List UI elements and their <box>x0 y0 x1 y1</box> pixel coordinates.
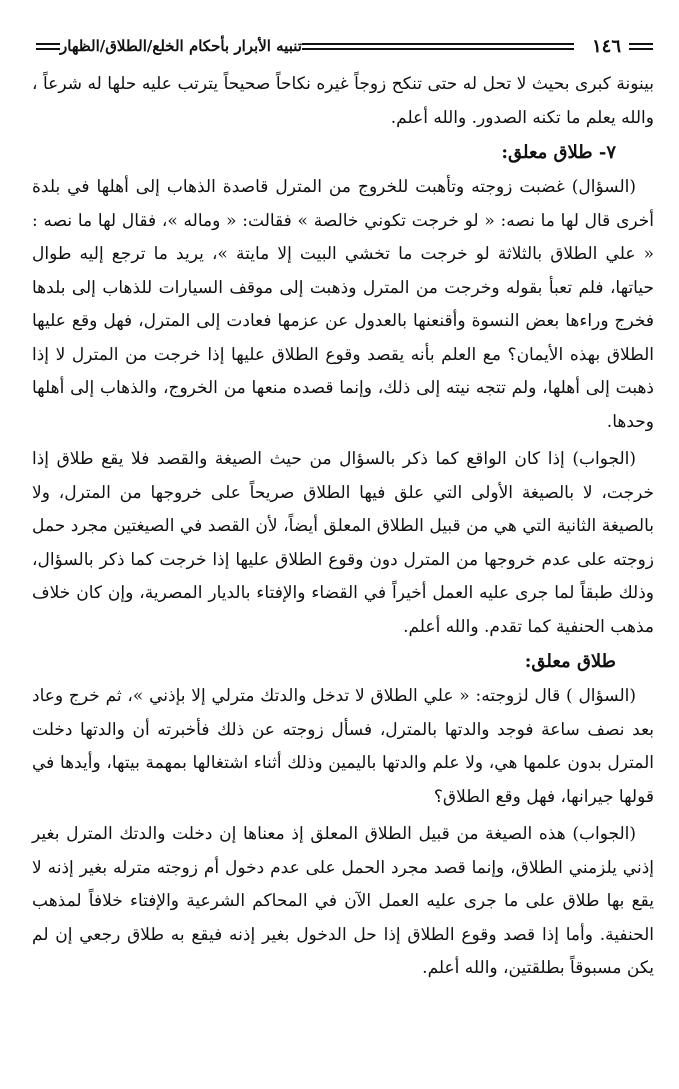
header-rule-end <box>36 43 60 50</box>
body-text <box>32 68 654 986</box>
section-8-question: (السؤال ) قال لزوجته: « علي الطلاق لا تدخل والدتك مترلي إلا بإذني »، ثم خرج وعاد بعد نصف ساعة فوجد والدتها بالمترل، فسأل زوجته عن ذلك فأخبرته أن والدتها دخلت المترل بدون علمها هي، ولا علم والدتها باليمين وذلك أثناء اشتغالها بمهمة بيتها، وأيدها في قولها جيرانها، فهل وقع الطلاق؟ <box>32 686 654 807</box>
page-header <box>28 34 653 58</box>
page-number: ١٤٦ <box>591 35 621 57</box>
section-8-heading: طلاق معلق: <box>524 651 616 672</box>
section-7-heading: ٧- طلاق معلق: <box>501 142 616 163</box>
section-7-question: (السؤال) غضبت زوجته وتأهبت للخروج من المترل قاصدة الذهاب إلى أهلها في بلدة أخرى قال لها ما نصه: « لو خرجت تكوني خالصة » فقالت: « وماله »، فقال لها ما نصه : « علي الطلاق بالثلاثة لو خرجت ما تخشي البيت إلا مايتة »، يريد ما ترجع إليه طوال حياتها، فلم تعبأ بقوله وخرجت من المترل وذهبت إلى موقف السيارات للذهاب إلى بلدها فخرج وراءها بعض النسوة وأقنعنها بالعدول عن عزمها فعادت إلى المترل، فهل وقع عليها الطلاق بهذه الأيمان؟ مع العلم بأنه يقصد وقوع الطلاق عليها إذا خرجت من المترل لا إذا ذهبت إلى أهلها، ولم تتجه نيته إلى ذلك، وإنما قصده منعها من الخروج، والذهاب إلى أهلها وحدها. <box>32 177 654 432</box>
header-rule-long <box>302 43 574 50</box>
intro-paragraph: بينونة كبرى بحيث لا تحل له حتى تنكح زوجاً غيره نكاحاً صحيحاً يترتب عليه حلها له شرعاً ، والله يعلم ما تكنه الصدور. والله أعلم. <box>32 74 654 128</box>
running-title: تنبيه الأبرار بأحكام الخلع/الطلاق/الظهار <box>60 37 302 55</box>
header-rule-short <box>629 43 653 50</box>
section-7-answer: (الجواب) إذا كان الواقع كما ذكر بالسؤال من حيث الصيغة والقصد فلا يقع طلاق إذا خرجت، لا بالصيغة الأولى التي علق فيها الطلاق صريحاً على خروجها من المترل، ولا بالصيغة الثانية التي هي من قبيل الطلاق المعلق أيضاً، لأن القصد في الصيغتين مجرد حمل زوجته على عدم خروجها من المترل دون وقوع الطلاق عليها إذا خرجت كما ذكر بالسؤال، وذلك طبقاً لما جرى عليه العمل أخيراً في القضاء والإفتاء بالديار المصرية، وإن كان خلاف مذهب الحنفية كما تقدم. والله أعلم. <box>32 449 654 637</box>
section-8-answer: (الجواب) هذه الصيغة من قبيل الطلاق المعلق إذ معناها إن دخلت والدتك المترل بغير إذني يلزمني الطلاق، وإنما قصد مجرد الحمل على عدم دخول أم زوجته مترله بغير إذنه لا يقع بها طلاق على ما جرى عليه العمل الآن في المحاكم الشرعية والإفتاء خلافاً لمذهب الحنفية. وأما إذا قصد وقوع الطلاق إذا حل الدخول بغير إذنه فيقع به طلاق رجعي إن لم يكن مسبوقاً بطلقتين، والله أعلم. <box>32 824 654 978</box>
